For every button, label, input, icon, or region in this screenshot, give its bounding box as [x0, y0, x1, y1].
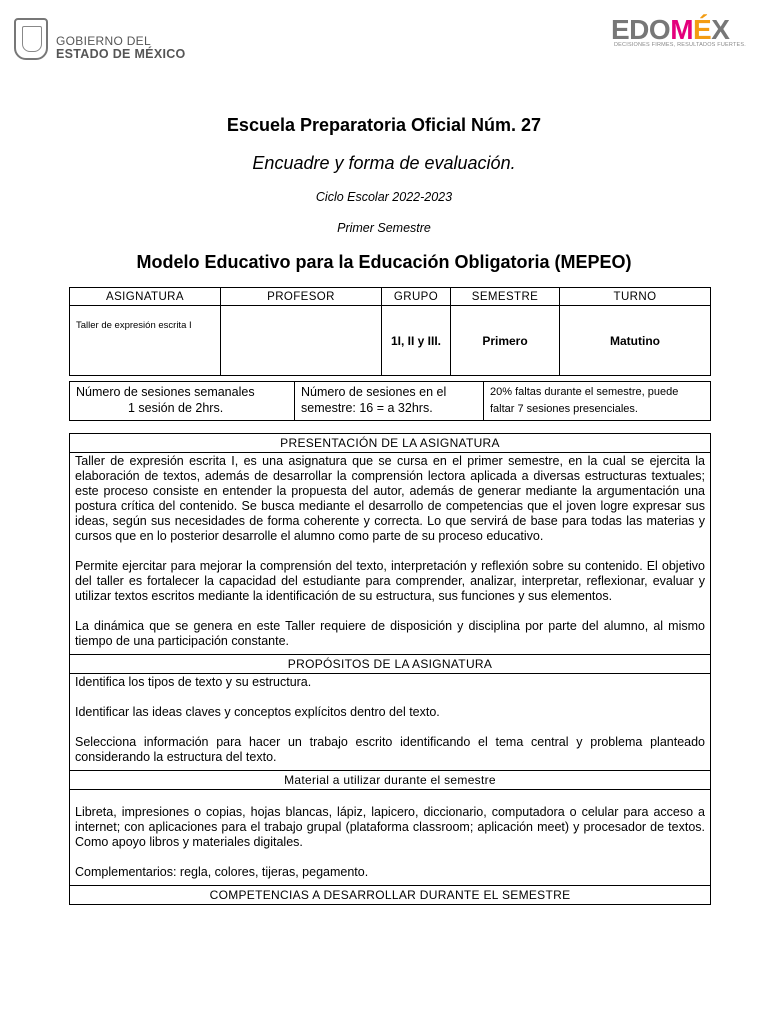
edomex-logo: EDOMÉX [611, 14, 730, 45]
school-title: Escuela Preparatoria Oficial Núm. 27 [226, 115, 542, 135]
absences-cell [484, 382, 711, 421]
school-cycle: Ciclo Escolar 2022-2023 [315, 190, 453, 204]
competencias-heading: COMPETENCIAS A DESARROLLAR DURANTE EL SEMESTRE [70, 886, 711, 905]
gov-line1: GOBIERNO DEL [56, 34, 151, 48]
semester-sessions-label: Número de sesiones en el [301, 385, 447, 399]
proposito-item-3: Selecciona información para hacer un trabajo escrito identificando el tema central y problema planteado considerando la estructura del texto. [75, 735, 705, 764]
document-title: Encuadre y forma de evaluación. [252, 153, 516, 173]
content-table [69, 433, 711, 905]
state-seal-logo [14, 18, 48, 60]
presentacion-paragraph-1: Taller de expresión escrita I, es una asignatura que se cursa en el primer semestre, en la cual se ejercita la elaboración de textos, además de desarrollar la comprensión lectora aplicada a diversas estructuras textuales; este proceso consiste en entender la propuesta del autor, además de generar mediante la argumentación una postura crítica del contenido. Se busca mediante el desarrollo de competencias que el joven logre expresar sus ideas, según sus necesidades de forma coherente y correcta. Lo que servirá de base para todas las materias y cursos que en lo posterior desarrolle el alumno como parte de su proceso educativo. [75, 454, 705, 543]
weekly-sessions-label: Número de sesiones semanales [76, 385, 255, 399]
header-turno: TURNO [560, 288, 711, 306]
header-profesor: PROFESOR [221, 288, 382, 306]
model-title: Modelo Educativo para la Educación Obligatoria (MEPEO) [136, 252, 632, 272]
propositos-body [70, 674, 711, 771]
cell-profesor [221, 306, 382, 376]
cell-turno: Matutino [560, 306, 711, 376]
material-body [70, 790, 711, 886]
cell-asignatura: Taller de expresión escrita I [70, 306, 221, 376]
absences-line1: 20% faltas durante el semestre, puede [490, 386, 679, 398]
course-table [69, 287, 711, 376]
weekly-sessions-value: 1 sesión de 2hrs. [128, 401, 224, 415]
semester-sessions-cell [295, 382, 484, 421]
semester-sessions-value: semestre: 16 = a 32hrs. [301, 401, 433, 415]
material-heading: Material a utilizar durante el semestre [70, 771, 711, 790]
propositos-heading: PROPÓSITOS DE LA ASIGNATURA [70, 655, 711, 674]
presentacion-paragraph-2: Permite ejercitar para mejorar la comprensión del texto, interpretación y reflexión sobre su contenido. El objetivo del taller es fortalecer la capacidad del estudiante para comprender, analizar, interpretar, reflexionar, evaluar y utilizar textos escritos mediante la identificación de su estructura, sus funciones y sus elementos. [75, 559, 705, 603]
material-paragraph-1: Libreta, impresiones o copias, hojas blancas, lápiz, lapicero, diccionario, computadora o celular para acceso a internet; con aplicaciones para el trabajo grupal (plataforma classroom; aplicación meet) y procesador de textos. Como apoyo libros y materiales digitales. [75, 805, 705, 849]
header-semestre: SEMESTRE [451, 288, 560, 306]
material-paragraph-2: Complementarios: regla, colores, tijeras, pegamento. [75, 865, 369, 879]
edomex-tagline: DECISIONES FIRMES, RESULTADOS FUERTES. [614, 42, 746, 48]
cell-grupo: 1I, II y III. [382, 306, 451, 376]
presentacion-paragraph-3: La dinámica que se genera en este Taller requiere de disposición y disciplina por parte del alumno, al mismo tiempo de una participación constante. [75, 619, 705, 648]
presentacion-heading: PRESENTACIÓN DE LA ASIGNATURA [70, 434, 711, 453]
gov-line2: ESTADO DE MÉXICO [56, 47, 186, 61]
proposito-item-1: Identifica los tipos de texto y su estructura. [75, 675, 312, 689]
header-asignatura: ASIGNATURA [70, 288, 221, 306]
proposito-item-2: Identificar las ideas claves y conceptos explícitos dentro del texto. [75, 705, 440, 719]
absences-line2: faltar 7 sesiones presenciales. [490, 403, 638, 415]
sessions-table [69, 381, 711, 421]
presentacion-body [70, 453, 711, 655]
weekly-sessions-cell [70, 382, 295, 421]
header-grupo: GRUPO [382, 288, 451, 306]
cell-semestre: Primero [451, 306, 560, 376]
semester-label: Primer Semestre [337, 221, 431, 235]
